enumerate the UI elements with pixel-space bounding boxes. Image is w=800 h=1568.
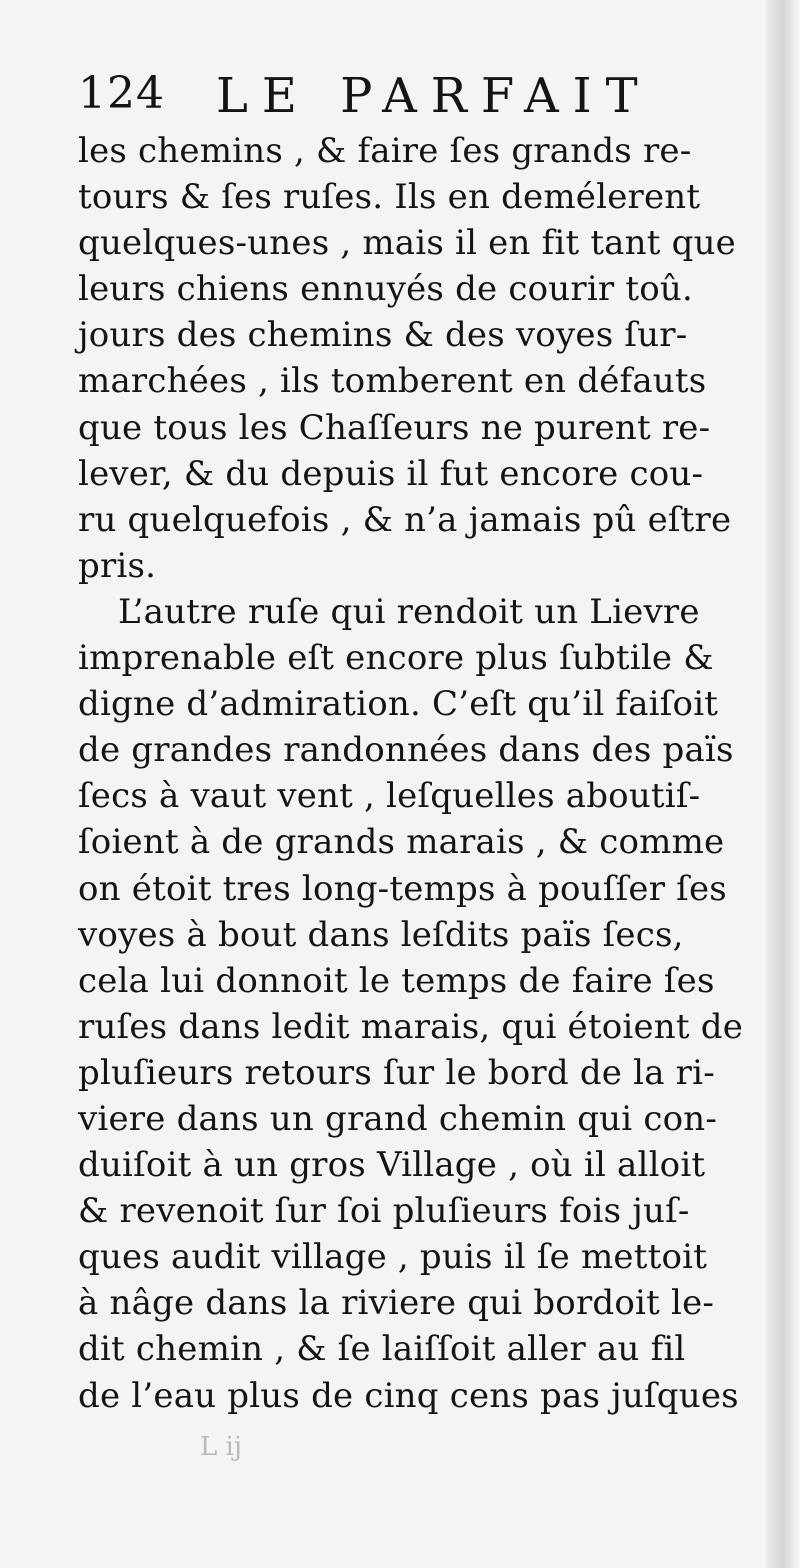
- text-line: que tous les Chaſſeurs ne purent re-: [78, 407, 711, 448]
- text-line: voyes à bout dans leſdits païs ſecs,: [78, 914, 684, 955]
- page-number: 124: [78, 68, 165, 119]
- text-line: ruſes dans ledit marais, qui étoient de: [78, 1006, 744, 1047]
- body-text: [78, 128, 744, 1419]
- text-line: on étoit tres long-temps à pouſſer ſes: [78, 868, 727, 909]
- text-line: leurs chiens ennuyés de courir toû.: [78, 269, 694, 310]
- signature-mark: L ij: [200, 1432, 242, 1462]
- text-line: cela lui donnoit le temps de faire ſes: [78, 960, 715, 1001]
- text-line: ſecs à vaut vent , leſquelles aboutiſ-: [78, 776, 701, 817]
- text-line: imprenable eſt encore plus ſubtile &: [78, 638, 714, 679]
- text-line: les chemins , & faire ſes grands re-: [78, 131, 692, 171]
- text-line: pluſieurs retours ſur le bord de la ri-: [78, 1052, 715, 1093]
- text-line: digne d’admiration. C’eſt qu’il faiſoit: [78, 684, 719, 725]
- page-gutter-shadow: [766, 0, 800, 1568]
- running-head: LE PARFAIT: [216, 68, 652, 124]
- page-header: [78, 68, 678, 130]
- text-line: marchées , ils tomberent en défauts: [78, 361, 707, 402]
- text-line: pris.: [78, 545, 157, 586]
- text-line: quelques-unes , mais il en fit tant que: [78, 223, 737, 264]
- text-line: jours des chemins & des voyes ſur-: [78, 315, 688, 356]
- text-line: ſoient à de grands marais , & comme: [78, 822, 725, 863]
- paragraph-start-line: L’autre ruſe qui rendoit un Lievre: [118, 591, 700, 632]
- text-line: & revenoit ſur ſoi pluſieurs fois juſ-: [78, 1191, 690, 1232]
- text-line: dit chemin , & ſe laiſſoit aller au fil: [78, 1329, 686, 1370]
- text-line: à nâge dans la riviere qui bordoit le-: [78, 1283, 715, 1324]
- text-line: lever, & du depuis il fut encore cou-: [78, 453, 704, 494]
- text-line: ru quelquefois , & n’a jamais pû eſtre: [78, 499, 732, 540]
- text-line: tours & ſes ruſes. Ils en demélerent: [78, 177, 701, 218]
- text-line: duiſoit à un gros Village , où il alloit: [78, 1145, 706, 1186]
- text-line: viere dans un grand chemin qui con-: [78, 1098, 718, 1139]
- text-line: de l’eau plus de cinq cens pas juſques: [78, 1375, 739, 1416]
- text-line: de grandes randonnées dans des païs: [78, 730, 734, 771]
- text-line: ques audit village , puis il ſe mettoit: [78, 1237, 708, 1278]
